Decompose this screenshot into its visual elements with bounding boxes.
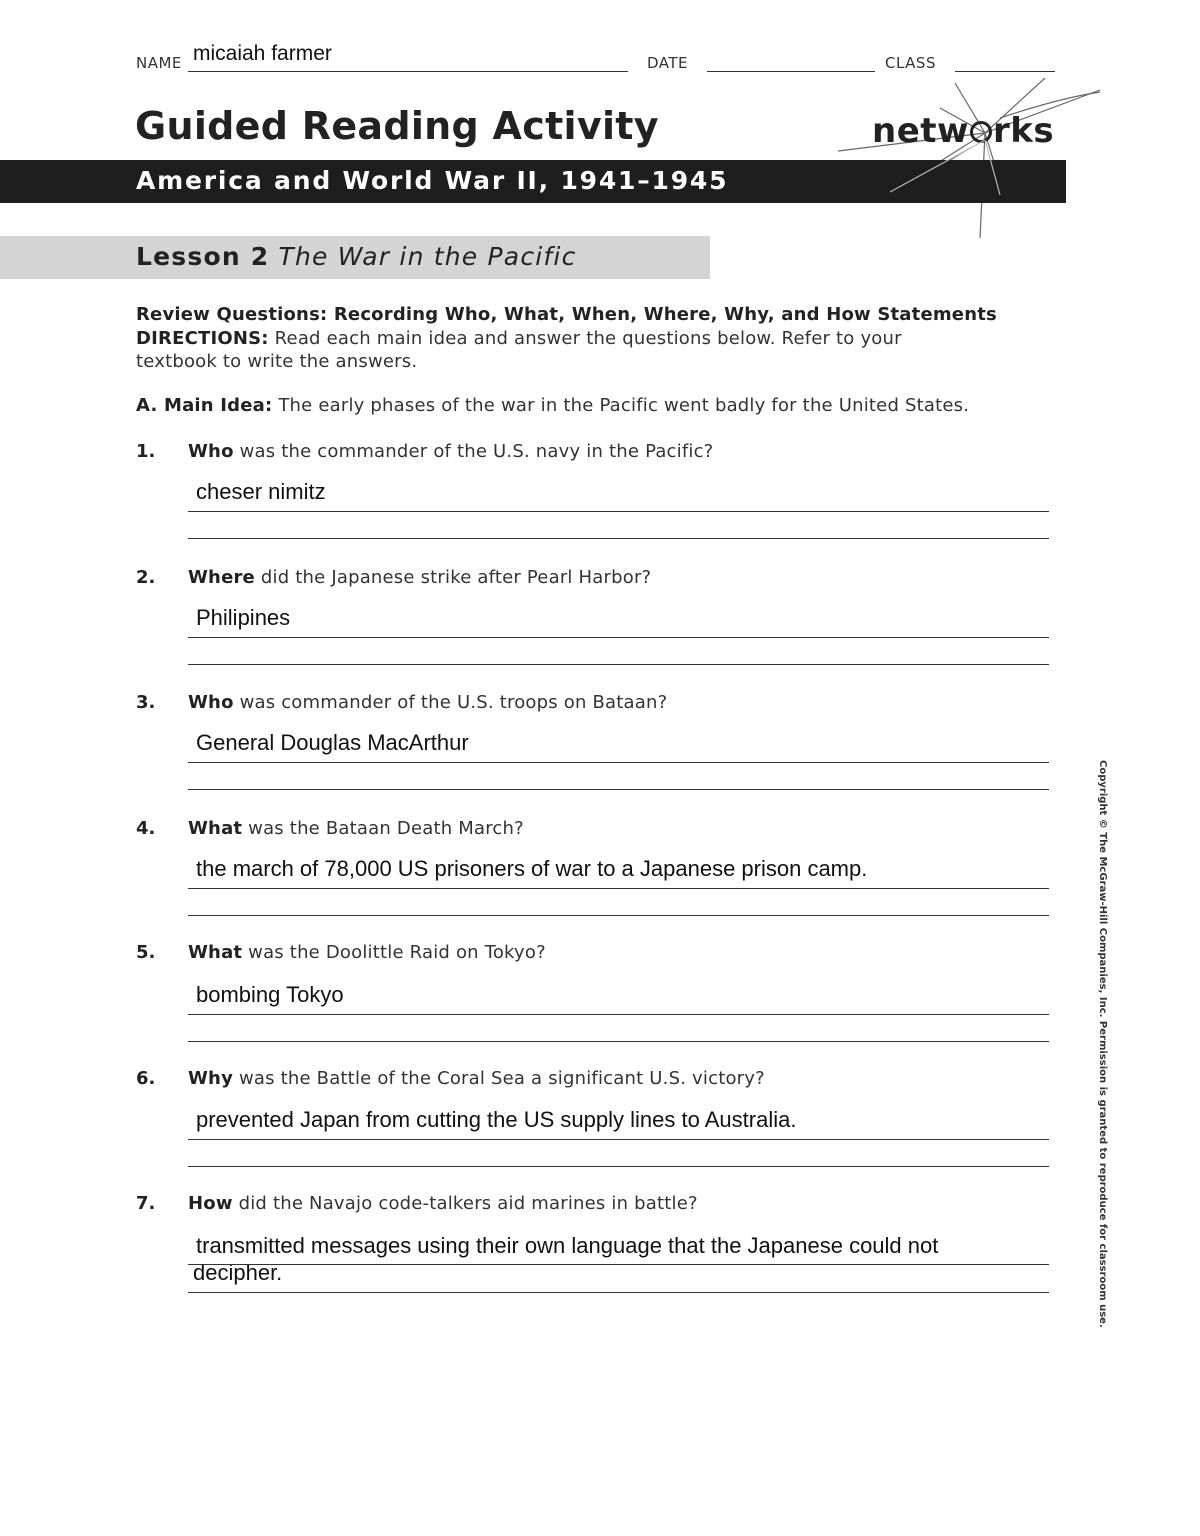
answer-field[interactable]: transmitted messages using their own language that the Japanese could not decipher. <box>193 1233 939 1285</box>
lesson-name: The War in the Pacific <box>278 242 577 271</box>
directions-line1: Read each main idea and answer the questions below. Refer to your <box>274 328 902 349</box>
question-keyword: How <box>188 1193 233 1214</box>
directions-label: DIRECTIONS: <box>136 328 269 349</box>
question-keyword: What <box>188 942 243 963</box>
question-keyword: Why <box>188 1068 234 1089</box>
answer-line <box>188 888 1049 889</box>
answer-line <box>188 915 1049 916</box>
answer-line <box>188 1041 1049 1042</box>
copyright-notice: Copyright © The McGraw-Hill Companies, Inc. Permission is granted to reproduce for classroom use. <box>1097 760 1108 1328</box>
answer-field[interactable]: General Douglas MacArthur <box>196 730 469 755</box>
question-text <box>188 567 651 588</box>
main-idea-text: The early phases of the war in the Pacific went badly for the United States. <box>278 395 970 416</box>
question-text <box>188 942 546 963</box>
lesson-heading <box>136 242 577 271</box>
answer-line <box>188 1014 1049 1015</box>
question-number: 6. <box>136 1068 156 1089</box>
brand-prefix: netw <box>872 111 969 151</box>
question-text <box>188 441 713 462</box>
question-text <box>188 692 667 713</box>
question-keyword: What <box>188 818 243 839</box>
main-idea <box>136 394 969 417</box>
page-title: Guided Reading Activity <box>135 104 659 148</box>
question-number: 7. <box>136 1193 156 1214</box>
question-body: was the Doolittle Raid on Tokyo? <box>248 942 546 963</box>
unit-title: America and World War II, 1941–1945 <box>136 166 729 195</box>
class-label: CLASS <box>885 54 936 72</box>
brand-suffix: rks <box>992 111 1055 151</box>
question-text <box>188 1068 765 1089</box>
question-body: was the commander of the U.S. navy in the Pacific? <box>239 441 714 462</box>
answer-line <box>188 1292 1049 1293</box>
question-number: 3. <box>136 692 156 713</box>
question-number: 4. <box>136 818 156 839</box>
question-text <box>188 818 524 839</box>
answer-field[interactable]: Philipines <box>196 605 291 630</box>
question-number: 1. <box>136 441 156 462</box>
question-keyword: Who <box>188 441 234 462</box>
question-body: did the Navajo code-talkers aid marines in battle? <box>238 1193 698 1214</box>
answer-field[interactable]: cheser nimitz <box>196 479 326 504</box>
answer-line <box>188 637 1049 638</box>
answer-line <box>188 1139 1049 1140</box>
question-body: did the Japanese strike after Pearl Harbor? <box>260 567 652 588</box>
answer-line <box>188 538 1049 539</box>
question-keyword: Who <box>188 692 234 713</box>
date-field[interactable] <box>707 71 875 72</box>
answer-line <box>188 664 1049 665</box>
lesson-number: Lesson 2 <box>136 242 270 271</box>
answer-line <box>188 762 1049 763</box>
name-field[interactable]: micaiah farmer <box>193 42 332 65</box>
banner-starburst-lines <box>880 140 1010 200</box>
review-heading: Review Questions: Recording Who, What, When, Where, Why, and How Statements <box>136 304 997 325</box>
name-field-line <box>188 71 628 72</box>
question-text <box>188 1193 698 1214</box>
answer-line <box>188 1166 1049 1167</box>
answer-field[interactable]: the march of 78,000 US prisoners of war to a Japanese prison camp. <box>196 856 868 881</box>
answer-field[interactable]: prevented Japan from cutting the US supply lines to Australia. <box>196 1107 797 1132</box>
question-body: was the Bataan Death March? <box>248 818 524 839</box>
question-keyword: Where <box>188 567 255 588</box>
question-number: 5. <box>136 942 156 963</box>
question-body: was commander of the U.S. troops on Bataan? <box>239 692 668 713</box>
question-body: was the Battle of the Coral Sea a significant U.S. victory? <box>238 1068 765 1089</box>
main-idea-label: A. Main Idea: <box>136 395 273 416</box>
class-field[interactable] <box>955 71 1055 72</box>
directions <box>136 327 902 350</box>
directions-line2: textbook to write the answers. <box>136 351 418 372</box>
answer-line <box>188 789 1049 790</box>
question-number: 2. <box>136 567 156 588</box>
date-label: DATE <box>647 54 689 72</box>
answer-line <box>188 1264 1049 1265</box>
name-label: NAME <box>136 54 182 72</box>
answer-field[interactable]: bombing Tokyo <box>196 982 344 1007</box>
answer-line <box>188 511 1049 512</box>
